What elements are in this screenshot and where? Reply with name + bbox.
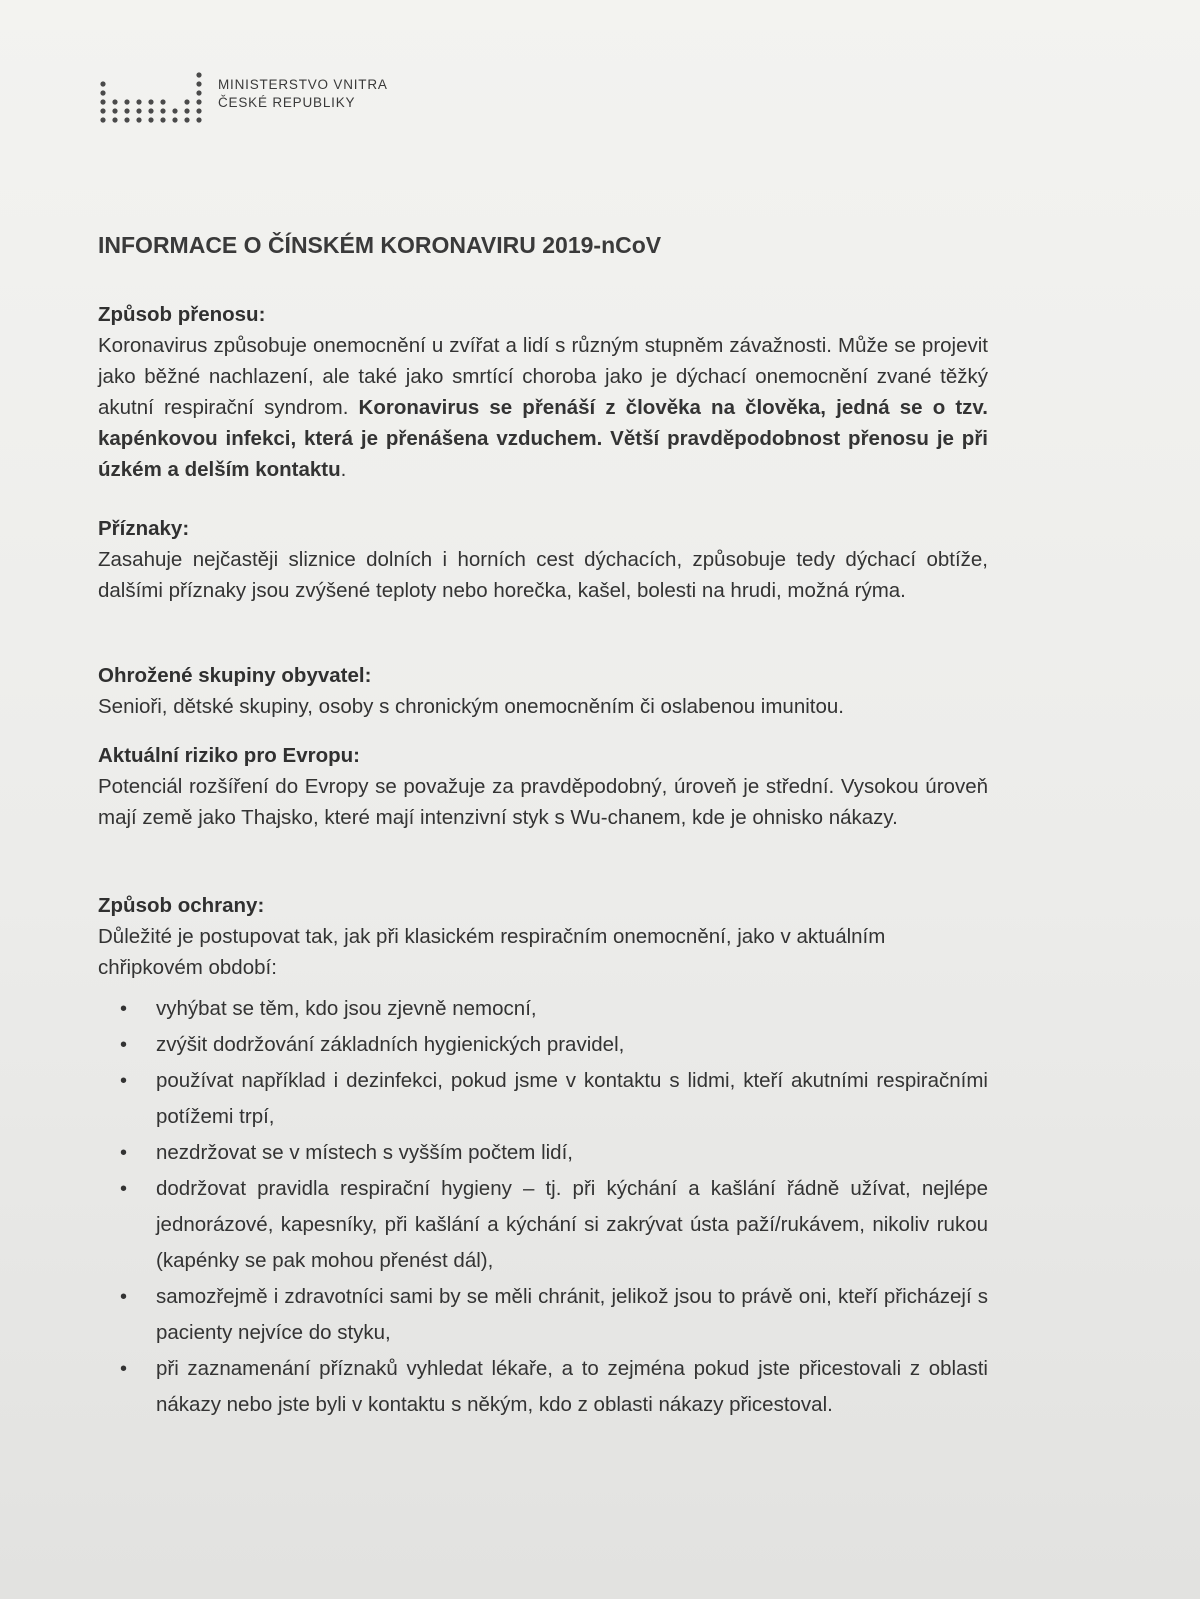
- logo-dot: [172, 117, 177, 122]
- logo-dot: [136, 99, 141, 104]
- logo-dot: [196, 108, 201, 113]
- logo-dot: [112, 117, 117, 122]
- protection-list: [98, 991, 988, 1423]
- logo-dot: [196, 117, 201, 122]
- logo-dot: [160, 99, 165, 104]
- logo-dot: [184, 117, 189, 122]
- logo-dot: [112, 99, 117, 104]
- logo-dot: [100, 99, 105, 104]
- ministry-dots-logo-icon: [98, 48, 202, 128]
- list-item: • používat například i dezinfekci, pokud jsme v kontaktu s lidmi, kteří akutními respiračními potížemi trpí,: [98, 1063, 988, 1135]
- logo-dot: [196, 99, 201, 104]
- logo-dot: [184, 108, 189, 113]
- list-item: • nezdržovat se v místech s vyšším počtem lidí,: [98, 1135, 988, 1171]
- section-text-europe-risk: Potenciál rozšíření do Evropy se považuje za pravděpodobný, úroveň je střední. Vysokou úroveň mají země jako Thajsko, které mají intenzivní styk s Wu-chanem, kde je ohnisko nákazy.: [98, 775, 988, 829]
- section-heading-transmission: Způsob přenosu:: [98, 303, 266, 326]
- logo-dot: [196, 81, 201, 86]
- logo-dot: [160, 117, 165, 122]
- list-item: • zvýšit dodržování základních hygienických pravidel,: [98, 1027, 988, 1063]
- section-transmission: [98, 300, 988, 485]
- logo-dot: [160, 108, 165, 113]
- logo-dot: [100, 117, 105, 122]
- transmission-text-end: .: [340, 458, 347, 481]
- section-symptoms: [98, 514, 988, 606]
- logo-dot: [124, 99, 129, 104]
- logo-dot: [124, 108, 129, 113]
- logo-dot: [196, 72, 201, 77]
- ministry-name-line1: MINISTERSTVO VNITRA: [218, 77, 388, 92]
- logo-dot: [148, 117, 153, 122]
- logo-dot: [196, 90, 201, 95]
- transmission-text-bold: Koronavirus se přenáší z člověka na člověka, jedná se o tzv. kapénkovou infekci, která je přenášena vzduchem. Větší pravděpodobnost přenosu je při úzkém a delším kontaktu: [98, 396, 988, 481]
- logo-dot: [172, 108, 177, 113]
- section-text-symptoms: Zasahuje nejčastěji sliznice dolních i horních cest dýchacích, způsobuje tedy dýchací obtíže, dalšími příznaky jsou zvýšené teploty nebo horečka, kašel, bolesti na hrudi, možná rýma.: [98, 548, 988, 602]
- logo-dot: [124, 117, 129, 122]
- logo-dot: [136, 117, 141, 122]
- logo-dot: [148, 99, 153, 104]
- logo-dot: [112, 108, 117, 113]
- list-item: • vyhýbat se těm, kdo jsou zjevně nemocní,: [98, 991, 988, 1027]
- logo-dot: [100, 90, 105, 95]
- ministry-name: [218, 76, 388, 112]
- logo-dot: [136, 108, 141, 113]
- section-risk-groups: [98, 661, 988, 722]
- section-heading-risk-groups: Ohrožené skupiny obyvatel:: [98, 664, 372, 687]
- logo-dot: [184, 99, 189, 104]
- ministry-name-line2: ČESKÉ REPUBLIKY: [218, 95, 356, 110]
- list-item: • samozřejmě i zdravotníci sami by se měli chránit, jelikož jsou to právě oni, kteří přicházejí s pacienty nejvíce do styku,: [98, 1279, 988, 1351]
- section-intro-protection: Důležité je postupovat tak, jak při klasickém respiračním onemocnění, jako v aktuálním chřipkovém období:: [98, 925, 886, 979]
- list-item: • dodržovat pravidla respirační hygieny – tj. při kýchání a kašlání řádně užívat, nejlépe jednorázové, kapesníky, při kašlání a kýchání si zakrývat ústa paží/rukávem, nikoliv rukou (kapénky se pak mohou přenést dál),: [98, 1171, 988, 1279]
- list-item: • při zaznamenání příznaků vyhledat lékaře, a to zejména pokud jste přicestovali z oblasti nákazy nebo jste byli v kontaktu s někým, kdo z oblasti nákazy přicestoval.: [98, 1351, 988, 1423]
- section-europe-risk: [98, 741, 988, 833]
- section-protection: [98, 891, 988, 1423]
- section-heading-symptoms: Příznaky:: [98, 517, 190, 540]
- transmission-text-normal: Koronavirus způsobuje onemocnění u zvířat a lidí s různým stupněm závažnosti. Může se projevit jako běžné nachlazení, ale také jako smrtící choroba jako je dýchací onemocnění zvané těžký akutní respirační syndrom.: [98, 334, 988, 419]
- section-text-transmission: [98, 330, 988, 485]
- section-heading-protection: Způsob ochrany:: [98, 894, 265, 917]
- section-text-risk-groups: Senioři, dětské skupiny, osoby s chronickým onemocněním či oslabenou imunitou.: [98, 695, 844, 718]
- logo-dot: [100, 81, 105, 86]
- section-heading-europe-risk: Aktuální riziko pro Evropu:: [98, 744, 360, 767]
- logo-dot: [148, 108, 153, 113]
- page-title: INFORMACE O ČÍNSKÉM KORONAVIRU 2019-nCoV: [98, 232, 662, 258]
- logo-dot: [100, 108, 105, 113]
